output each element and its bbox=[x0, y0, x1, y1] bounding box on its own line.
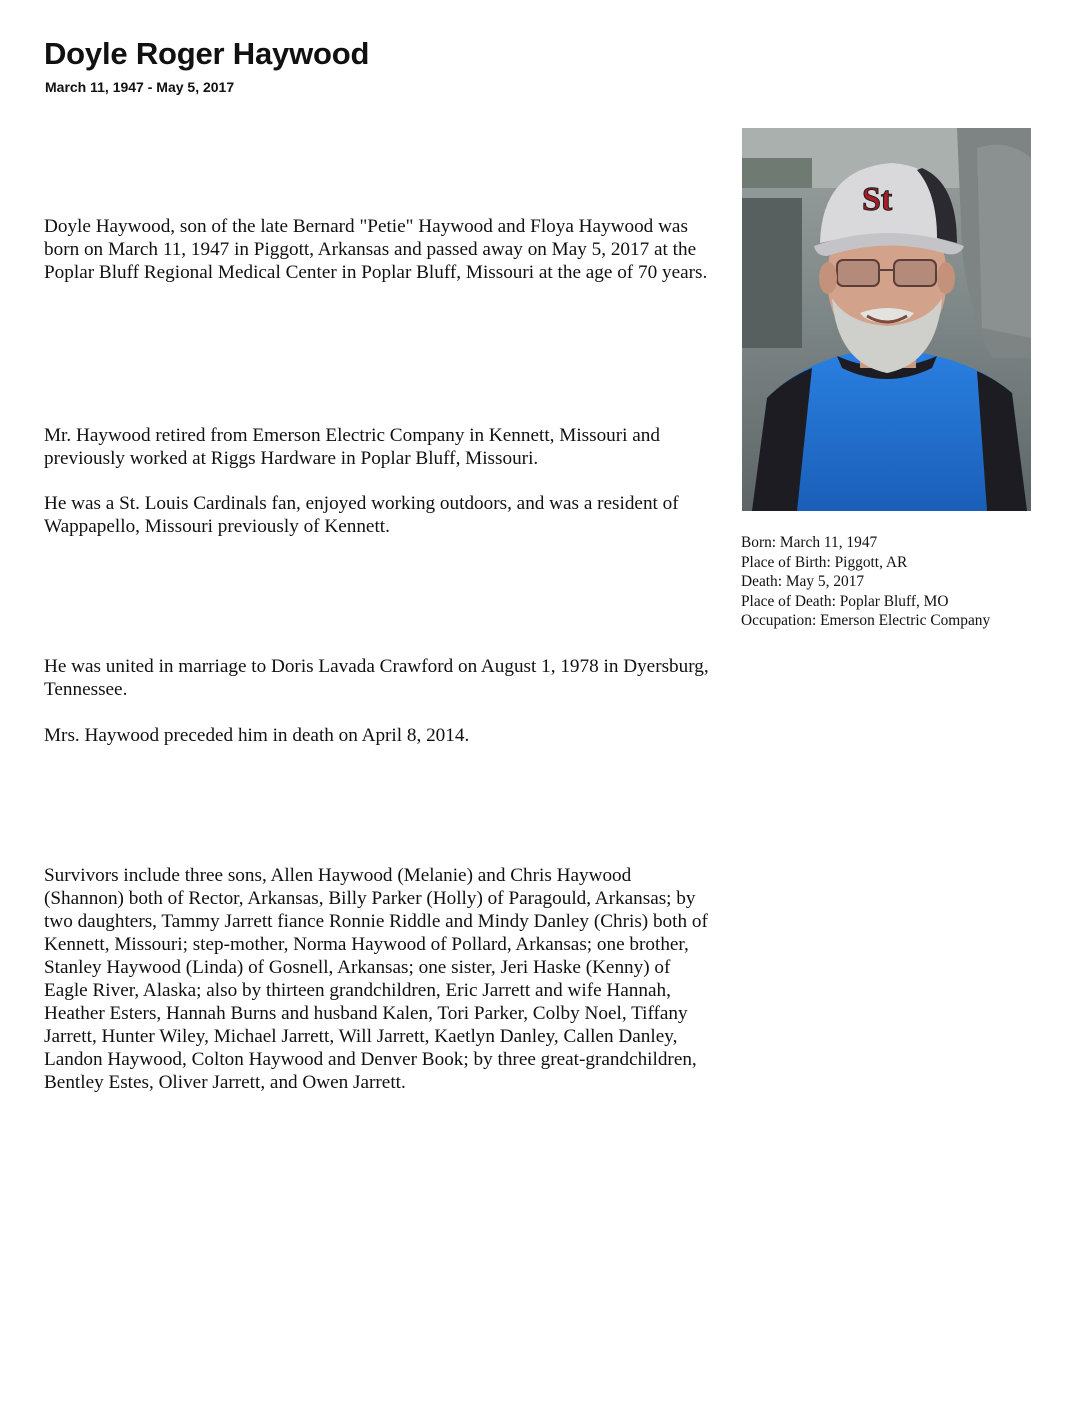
obituary-paragraph: He was a St. Louis Cardinals fan, enjoyed working outdoors, and was a resident of Wappapello, Missouri previously of Kennett. bbox=[44, 493, 679, 537]
obituary-paragraph: He was united in marriage to Doris Lavada Crawford on August 1, 1978 in Dyersburg, Tennessee. bbox=[44, 656, 709, 700]
portrait-illustration bbox=[742, 128, 1031, 511]
obituary-paragraph: Survivors include three sons, Allen Haywood (Melanie) and Chris Haywood (Shannon) both of Rector, Arkansas, Billy Parker (Holly) of Paragould, Arkansas; by two daughters, Tammy Jarrett fiance Ronnie Riddle and Mindy Danley (Chris) both of Kennett, Missouri; step-mother, Norma Haywood of Pollard, Arkansas; one brother, Stanley Haywood (Linda) of Gosnell, Arkansas; one sister, Jeri Haske (Kenny) of Eagle River, Alaska; also by thirteen grandchildren, Eric Jarrett and wife Hannah, Heather Esters, Hannah Burns and husband Kalen, Tori Parker, Colby Noel, Tiffany Jarrett, Hunter Wiley, Michael Jarrett, Will Jarrett, Kaetlyn Danley, Callen Danley, Landon Haywood, Colton Haywood and Denver Book; by three great-grandchildren, Bentley Estes, Oliver Jarrett, and Owen Jarrett. bbox=[44, 865, 708, 1093]
vital-facts bbox=[741, 533, 1071, 631]
fact-place-of-birth: Place of Birth: Piggott, AR bbox=[741, 553, 908, 571]
svg-text:St: St bbox=[862, 181, 893, 218]
obituary-paragraph: Mr. Haywood retired from Emerson Electric Company in Kennett, Missouri and previously worked at Riggs Hardware in Poplar Bluff, Missouri. bbox=[44, 425, 660, 469]
obituary-paragraph: Mrs. Haywood preceded him in death on April 8, 2014. bbox=[44, 725, 470, 746]
fact-born: Born: March 11, 1947 bbox=[741, 534, 878, 551]
fact-occupation: Occupation: Emerson Electric Company bbox=[741, 612, 991, 630]
fact-place-of-death: Place of Death: Poplar Bluff, MO bbox=[741, 592, 949, 610]
life-dates: March 11, 1947 - May 5, 2017 bbox=[45, 79, 235, 95]
page-title: Doyle Roger Haywood bbox=[44, 36, 370, 71]
fact-death: Death: May 5, 2017 bbox=[741, 573, 865, 591]
obituary-paragraph: Doyle Haywood, son of the late Bernard "Petie" Haywood and Floya Haywood was born on March 11, 1947 in Piggott, Arkansas and passed away on May 5, 2017 at the Poplar Bluff Regional Medical Center in Poplar Bluff, Missouri at the age of 70 years. bbox=[44, 216, 708, 283]
portrait-photo bbox=[742, 128, 1031, 511]
